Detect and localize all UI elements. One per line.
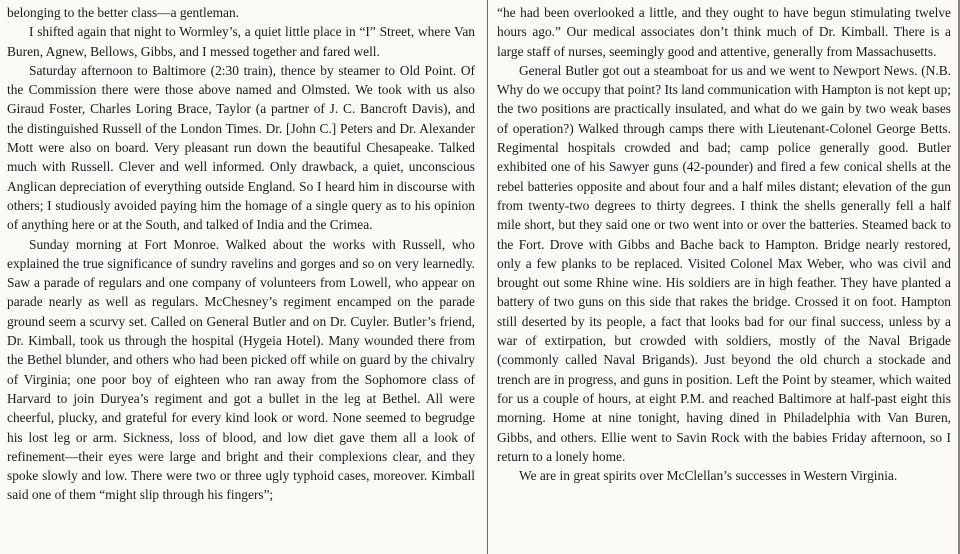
- right-text-column: [497, 3, 951, 485]
- paragraph: General Butler got out a steamboat for us and we went to Newport News. (N.B. Why do we occupy that point? Its land communication with Hampton is not kept up; the two positions are practically insulated, and what do we gain by two weak bases of operation?) Walked through camps there with Lieutenant-Colonel George Betts. Regimental hospitals crowded and bad; camp police generally good. Butler exhibited one of his Sawyer guns (42-pounder) and fired a few conical shells at the rebel batteries opposite and about four and a half miles distant; elevation of the gun from twenty-two degrees to thirty degrees. I think the shells generally fell a half mile short, but they said one or two went into or over the batteries. Steamed back to the Fort. Drove with Gibbs and Bache back to Hampton. Bridge nearly restored, only a few planks to be replaced. Visited Colonel Max Weber, who was civil and brought out some Rhine wine. His soldiers are in high feather. They have planted a battery of two guns on this side that rakes the bridge. Crossed it on foot. Hampton still deserted by its people, a fact that looks bad for our final success, unless by a war of extirpation, but crowded with soldiers, mostly of the Naval Brigade (commonly called Naval Brigands). Just beyond the old church a stockade and trench are in progress, and guns in position. Left the Point by steamer, which waited for us a couple of hours, at eight P.M. and reached Baltimore at half-past eight this morning. Home at nine tonight, having dined in Philadelphia with Van Buren, Gibbs, and others. Ellie went to Savin Rock with the babies Friday afternoon, so I return to a lonely home.: [497, 62, 951, 464]
- paragraph: belonging to the better class—a gentleman.: [7, 5, 240, 20]
- column-divider: [487, 0, 488, 554]
- paragraph: Saturday afternoon to Baltimore (2:30 train), thence by steamer to Old Point. Of the Commission there were those above named and Olmsted. We took with us also Giraud Foster, Charles Loring Brace, Taylor (a partner of J. C. Bancroft Davis), and the distinguished Russell of the London Times. Dr. [John C.] Peters and Dr. Alexander Mott were also on board. Very pleasant run down the beautiful Chesapeake. Talked much with Russell. Clever and well informed. Only drawback, a quiet, unconscious Anglican depreciation of everything outside England. So I heard him in discourse with others; I studiously avoided paying him the homage of a single query as to his opinion of anything here or at the South, and talked of India and the Crimea.: [7, 62, 475, 233]
- paragraph: We are in great spirits over McClellan’s successes in Western Virginia.: [519, 468, 898, 484]
- paragraph: Sunday morning at Fort Monroe. Walked about the works with Russell, who explained the true significance of sundry ravelins and gorges and so on very learnedly. Saw a parade of regulars and one company of volunteers from Lowell, who appear on parade nearly as well as regulars. McChesney’s regiment encamped on the parade ground seem a scurvy set. Called on General Butler and on Dr. Cuyler. Butler’s friend, Dr. Kimball, took us through the hospital (Hygeia Hotel). Many wounded there from the Bethel blunder, and others who had been picked off while on guard by the chivalry of Virginia; one poor boy of eighteen who ran away from the Sophomore class of Harvard to join Duryea’s regiment and got a bullet in the leg at Bethel. All were cheerful, plucky, and grateful for every kind look or word. None seemed to begrudge his lost leg or arm. Sickness, loss of blood, and low diet gave them all a look of refinement—their eyes were large and bright and their complexions clear, and they spoke slowly and low. There were two or three ugly typhoid cases, moreover. Kimball said one of them “might slip through his fingers”;: [7, 236, 475, 503]
- paragraph: I shifted again that night to Wormley’s, a quiet little place in “I” Street, where Van Buren, Agnew, Bellows, Gibbs, and I messed together and fared well.: [7, 24, 475, 59]
- left-text-column: [7, 3, 475, 505]
- paragraph: “he had been overlooked a little, and they ought to have begun stimulating twelve hours ago.” Our medical associates don’t think much of Dr. Kimball. There is a large staff of nurses, seemingly good and attentive, generally from Massachusetts.: [497, 5, 951, 59]
